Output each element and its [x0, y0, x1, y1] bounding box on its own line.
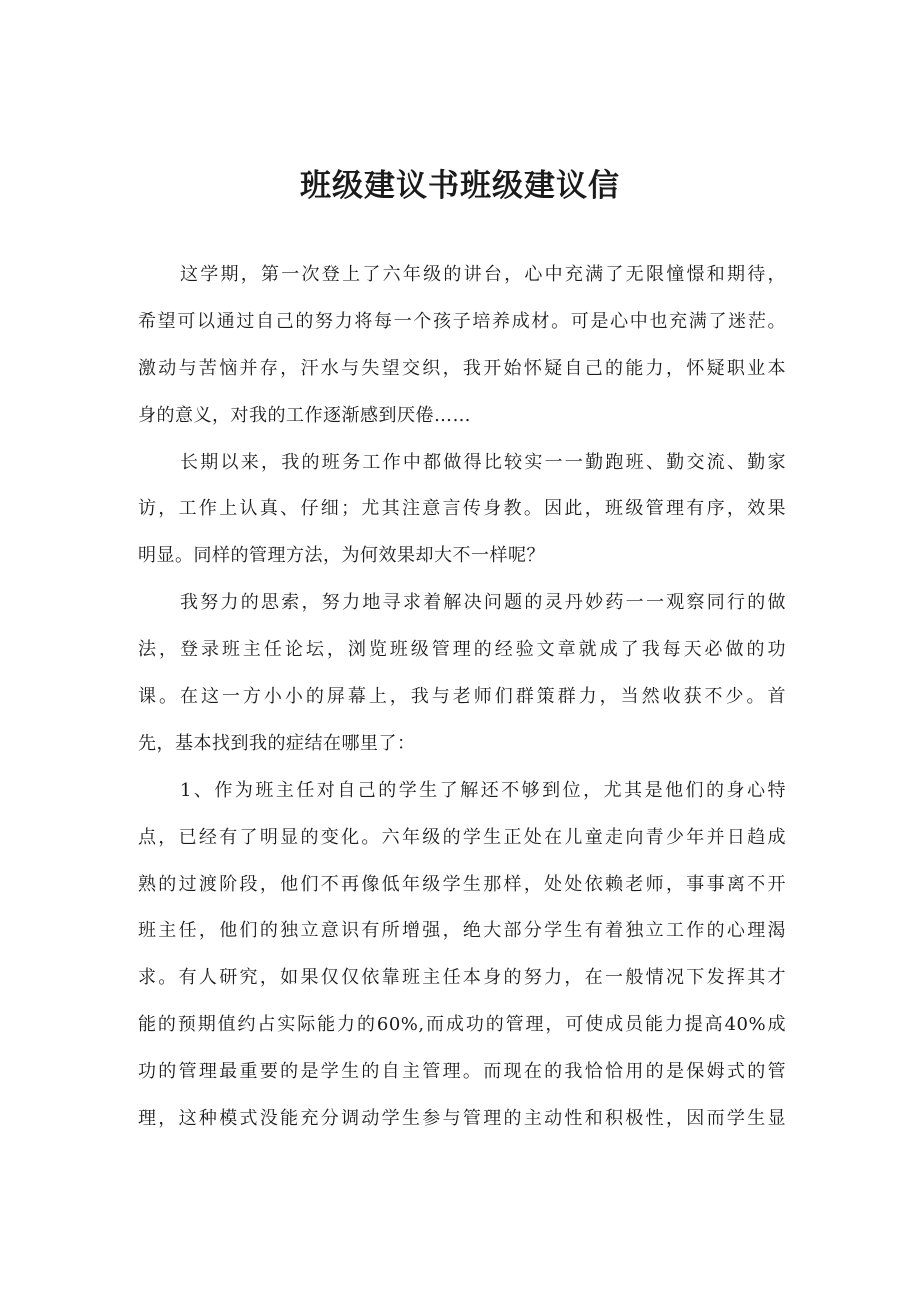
text-line: 明显。同样的管理方法，为何效果却大不一样呢？: [138, 545, 545, 567]
paragraph-1: [138, 252, 786, 440]
text-line: 访，工作上认真、仔细；尤其注意言传身教。因此，班级管理有序，效果: [138, 498, 786, 520]
text-line: 长期以来，我的班务工作中都做得比较实一一勤跑班、勤交流、勤家: [180, 451, 786, 473]
text-line: 熟的过渡阶段，他们不再像低年级学生那样，处处依赖老师，事事离不开: [138, 873, 786, 895]
text-line: 身的意义，对我的工作逐渐感到厌倦……: [138, 404, 471, 426]
paragraph-2: [138, 440, 786, 581]
paragraph-4: [138, 768, 786, 1143]
text-line: 理，这种模式没能充分调动学生参与管理的主动性和积极性，因而学生显: [138, 1108, 786, 1130]
document-title: 班级建议书班级建议信: [300, 168, 620, 204]
text-line: 我努力的思索，努力地寻求着解决问题的灵丹妙药一一观察同行的做: [180, 592, 786, 614]
text-line: 班主任，他们的独立意识有所增强，绝大部分学生有着独立工作的心理渴: [138, 920, 786, 942]
text-line: 希望可以通过自己的努力将每一个孩子培养成材。可是心中也充满了迷茫。: [138, 310, 786, 332]
text-line: 法，登录班主任论坛，浏览班级管理的经验文章就成了我每天必做的功: [138, 639, 786, 661]
text-line: 求。有人研究，如果仅仅依靠班主任本身的努力，在一般情况下发挥其才: [138, 967, 786, 989]
text-line: 这学期，第一次登上了六年级的讲台，心中充满了无限憧憬和期待，: [180, 264, 786, 285]
text-line: 点，已经有了明显的变化。六年级的学生正处在儿童走向青少年并日趋成: [138, 826, 786, 848]
text-line: 能的预期值约占实际能力的60%,而成功的管理，可使成员能力提高40%成: [138, 1014, 786, 1036]
text-line: 先，基本找到我的症结在哪里了：: [138, 732, 416, 754]
text-line: 1、作为班主任对自己的学生了解还不够到位，尤其是他们的身心特: [180, 779, 786, 801]
text-line: 激动与苦恼并存，汗水与失望交织，我开始怀疑自己的能力，怀疑职业本: [138, 357, 786, 379]
text-line: 课。在这一方小小的屏幕上，我与老师们群策群力，当然收获不少。首: [138, 686, 786, 708]
text-line: 功的管理最重要的是学生的自主管理。而现在的我恰恰用的是保姆式的管: [138, 1061, 786, 1083]
document-body: [138, 252, 786, 1143]
paragraph-3: [138, 580, 786, 768]
